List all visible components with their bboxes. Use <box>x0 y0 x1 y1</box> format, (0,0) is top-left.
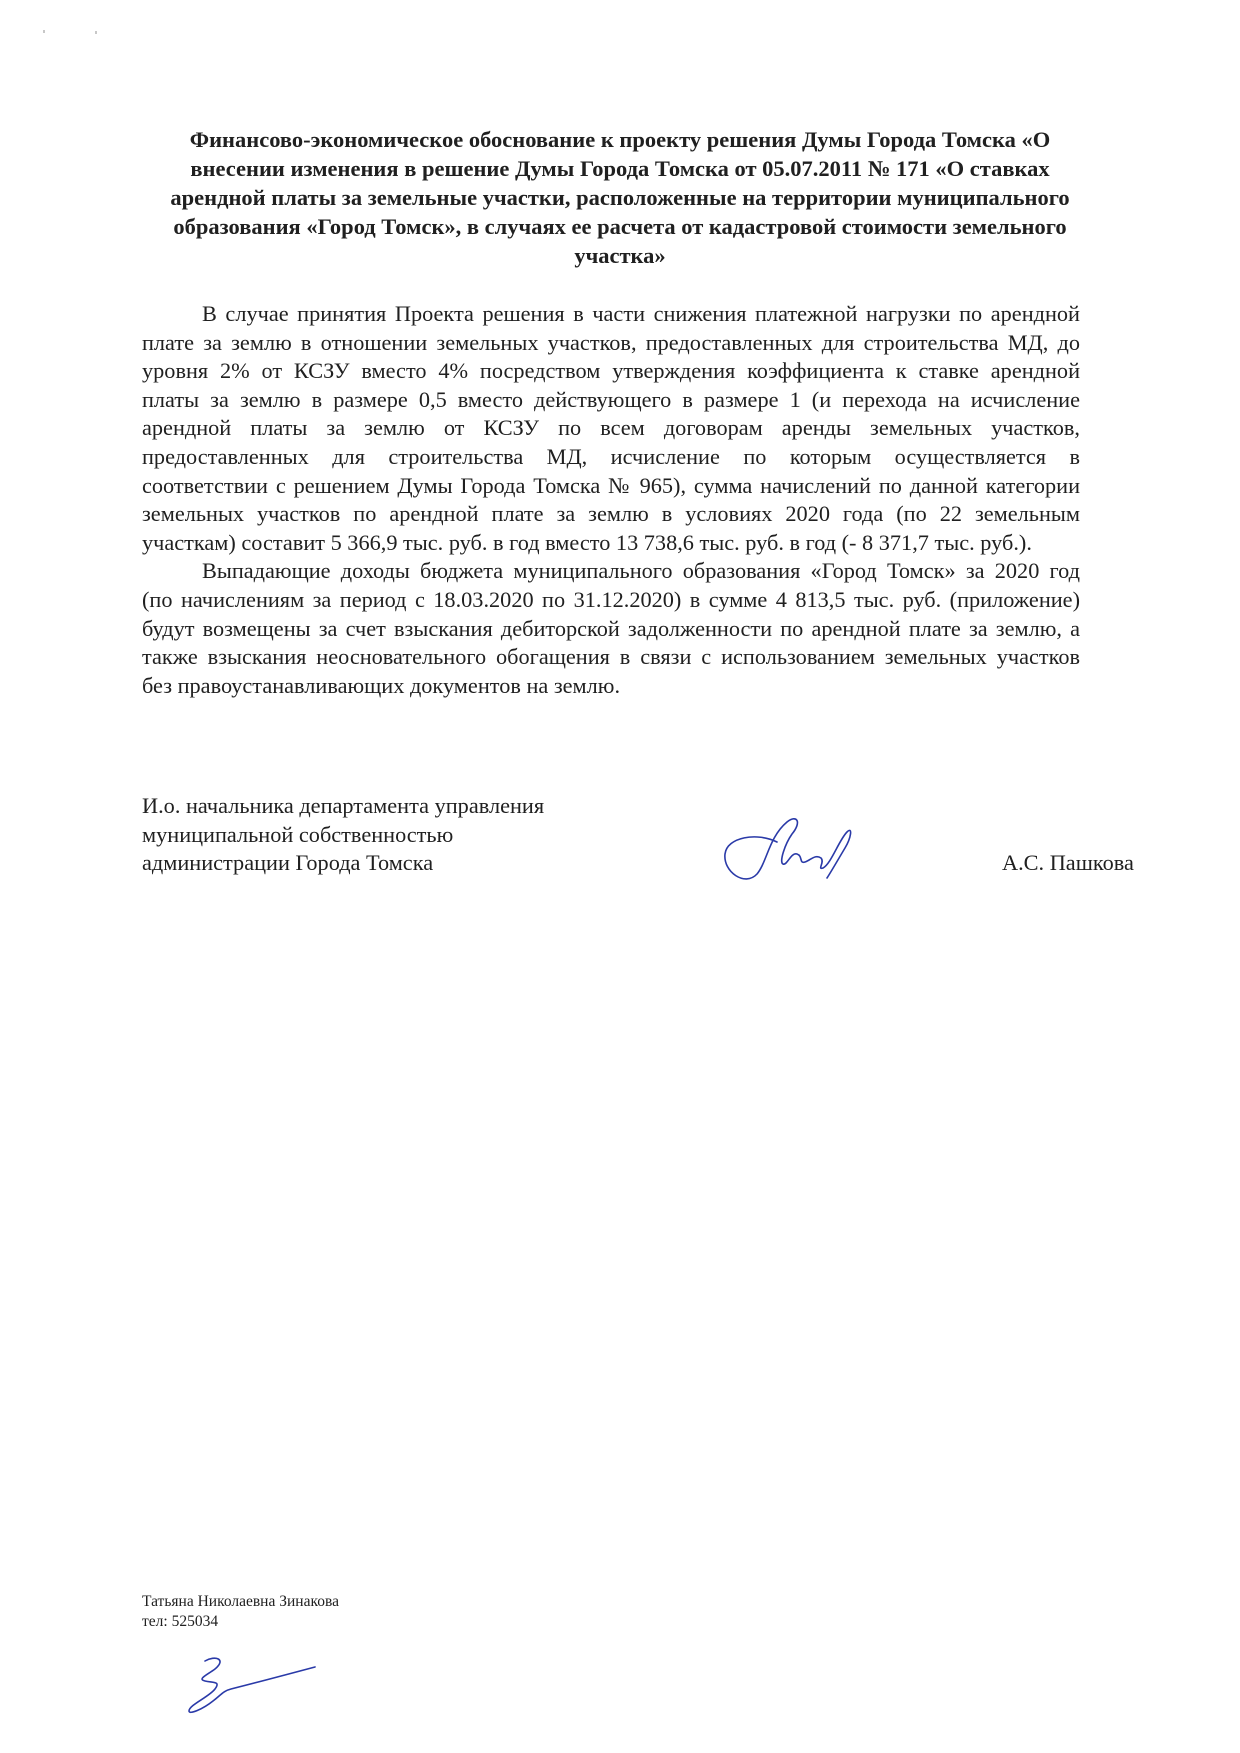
position-line: И.о. начальника департамента управления <box>142 793 545 818</box>
paragraph-line: уровня 2% от КСЗУ вместо 4% посредством утверждения коэффициента к ставке арендной <box>142 358 1080 384</box>
document-body <box>142 300 1080 700</box>
title-line: участка» <box>574 243 666 268</box>
paragraph-line: соответствии с решением Думы Города Томска № 965), сумма начислений по данной категории <box>142 472 1080 498</box>
executor-signature-icon <box>185 1655 325 1715</box>
paragraph-line: В случае принятия Проекта решения в части снижения платежной нагрузки по арендной <box>202 301 1080 326</box>
signature-block <box>142 792 1134 892</box>
paragraph-line: земельных участков по арендной плате за землю в условиях 2020 года (по 22 земельным <box>142 501 1080 527</box>
signatory-name: А.С. Пашкова <box>1002 850 1134 875</box>
paragraph-financial-impact <box>142 300 1080 557</box>
executor-phone: тел: 525034 <box>142 1613 219 1630</box>
scan-artifact <box>43 30 45 33</box>
paragraph-line: плате за землю в отношении земельных участков, предоставленных для строительства МД, до <box>142 329 1080 355</box>
paragraph-line: участкам) составит 5 366,9 тыс. руб. в год вместо 13 738,6 тыс. руб. в год (- 8 371,7 тыс. руб.). <box>142 529 1032 555</box>
signatory-position <box>142 792 544 878</box>
handwritten-signature-icon <box>717 792 877 892</box>
paragraph-line: (по начислениям за период с 18.03.2020 по 31.12.2020) в сумме 4 813,5 тыс. руб. (приложение) <box>142 586 1080 612</box>
executor-name: Татьяна Николаевна Зинакова <box>142 1593 339 1610</box>
scan-artifact <box>95 31 97 34</box>
position-line: муниципальной собственностью <box>142 821 454 847</box>
title-line: Финансово-экономическое обоснование к проекту решения Думы Города Томска «О <box>189 127 1051 152</box>
paragraph-lost-revenue <box>142 557 1080 700</box>
title-line: внесении изменения в решение Думы Города Томска от 05.07.2011 № 171 «О ставках <box>190 156 1050 181</box>
paragraph-line: Выпадающие доходы бюджета муниципального образования «Город Томск» за 2020 год <box>202 558 1080 584</box>
paragraph-line: будут возмещены за счет взыскания дебиторской задолженности по арендной плате за землю, а <box>142 615 1080 641</box>
paragraph-line: арендной платы за землю от КСЗУ по всем договорам аренды земельных участков, <box>142 415 1080 441</box>
position-line: администрации Города Томска <box>142 850 434 876</box>
title-line: арендной платы за земельные участки, расположенные на территории муниципального <box>170 185 1070 210</box>
document-title <box>168 125 1072 270</box>
title-line: образования «Город Томск», в случаях ее расчета от кадастровой стоимости земельного <box>173 214 1067 239</box>
paragraph-line: без правоустанавливающих документов на землю. <box>142 672 621 698</box>
paragraph-line: предоставленных для строительства МД, исчисление по которым осуществляется в <box>142 443 1080 469</box>
paragraph-line: платы за землю в размере 0,5 вместо действующего в размере 1 (и перехода на исчисление <box>142 386 1080 412</box>
paragraph-line: также взыскания неосновательного обогащения в связи с использованием земельных участков <box>142 644 1080 670</box>
executor-info <box>142 1592 339 1632</box>
